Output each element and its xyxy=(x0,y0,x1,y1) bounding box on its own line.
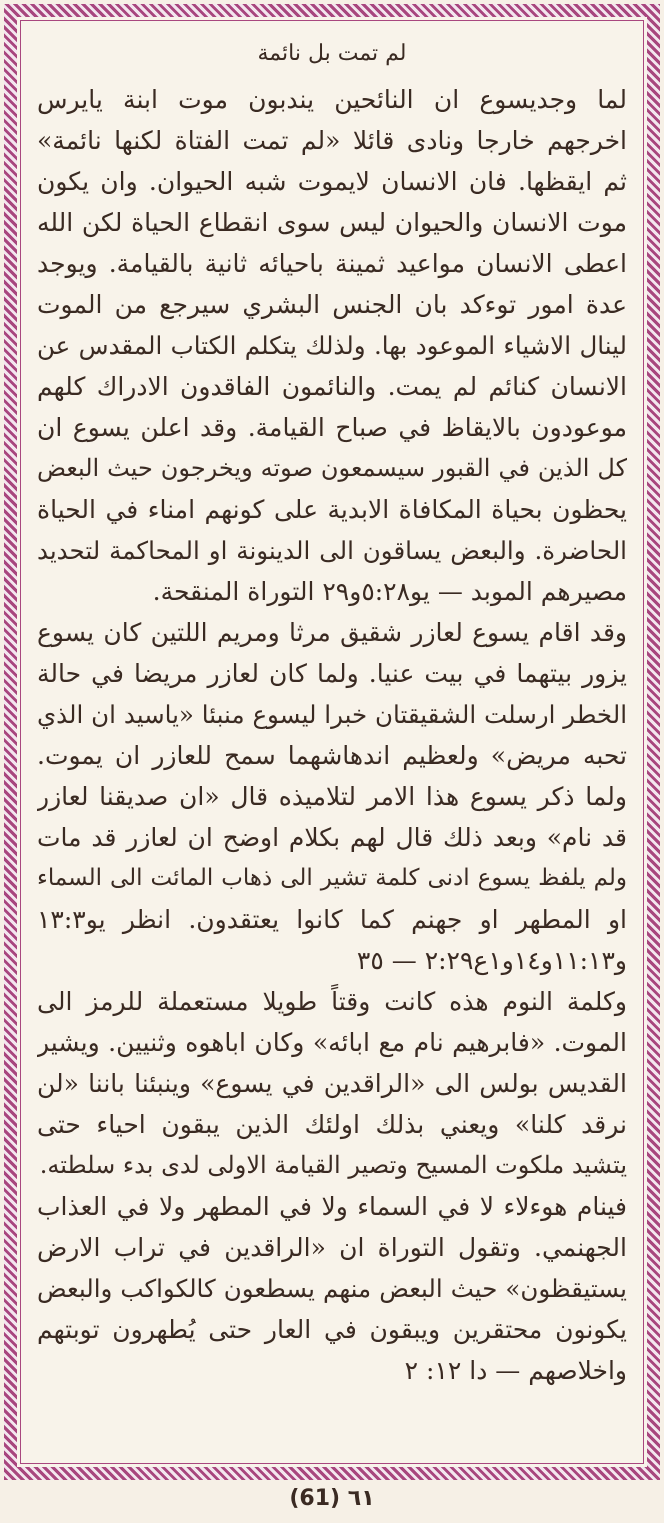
text-line: او المطهر او جهنم كما كانوا يعتقدون. انظر يو١٣:٣ xyxy=(37,905,627,934)
text-line: واخلاصهم — دا ١٢: ٢ xyxy=(404,1356,627,1385)
paragraph xyxy=(37,612,627,981)
text-line: ثم ايقظها. فان الانسان لايموت شبه الحيوان. وان يكون xyxy=(37,167,627,196)
text-line: قد نام» وبعد ذلك قال لهم بكلام اوضح ان لعازر قد مات xyxy=(37,823,627,852)
page-border xyxy=(4,4,660,1480)
text-line: يستيقظون» حيث البعض منهم يسطعون كالكواكب والبعض xyxy=(37,1274,627,1303)
text-line: وكلمة النوم هذه كانت وقتاً طويلا مستعملة للرمز الى xyxy=(37,987,627,1016)
body-text xyxy=(37,79,627,1391)
text-line: الحاضرة. والبعض يساقون الى الدينونة او المحاكمة لتحديد xyxy=(37,536,627,565)
text-line: عدة امور توءكد بان الجنس البشري سيرجع من الموت xyxy=(37,290,627,319)
text-line: يزور بيتهما في بيت عنيا. ولما كان لعازر مريضا في حالة xyxy=(37,659,627,688)
text-line: كل الذين في القبور سيسمعون صوته ويخرجون حيث البعض xyxy=(37,454,627,482)
text-line: الخطر ارسلت الشقيقتان خبرا ليسوع منبئا «ياسيد ان الذي xyxy=(37,700,627,729)
text-line: اعطى الانسان مواعيد ثمينة باحيائه ثانية بالقيامة. ويوجد xyxy=(37,249,627,278)
text-line: مصيرهم الموبد — يو٥:٢٨و٢٩ التوراة المنقحة. xyxy=(152,577,627,606)
paragraph xyxy=(37,79,627,612)
text-line: موعودون بالايقاظ في صباح القيامة. وقد اعلن يسوع ان xyxy=(37,413,627,442)
text-line: تحبه مريض» ولعظيم اندهاشهما سمح للعازر ان يموت. xyxy=(37,741,627,770)
text-line: الجهنمي. وتقول التوراة ان «الراقدين في تراب الارض xyxy=(37,1233,627,1262)
text-line: ولم يلفظ يسوع ادنى كلمة تشير الى ذهاب المائت الى السماء xyxy=(37,865,627,891)
text-line: و١١:١٣و١٤و١ع٢:٢٩ — ٣٥ xyxy=(356,946,627,975)
text-line: نرقد كلنا» ويعني بذلك اولئك الذين يبقون احياء حتى xyxy=(37,1110,627,1139)
text-line: وقد اقام يسوع لعازر شقيق مرثا ومريم اللتين كان يسوع xyxy=(37,618,627,647)
text-line: ولما ذكر يسوع هذا الامر لتلاميذه قال «ان صديقنا لعازر xyxy=(37,782,627,811)
text-line: فينام هوءلاء لا في السماء ولا في المطهر ولا في العذاب xyxy=(37,1192,627,1221)
text-line: يحظون بحياة المكافاة الابدية على كونهم امناء في الحياة xyxy=(37,495,627,524)
page-content xyxy=(37,31,627,1453)
text-line: يكونون محتقرين ويبقون في العار حتى يُطهرون توبتهم xyxy=(37,1315,627,1344)
text-line: الموت. «فابرهيم نام مع ابائه» وكان اباهوه وثنيين. ويشير xyxy=(37,1028,627,1057)
text-line: لما وجديسوع ان النائحين يندبون موت ابنة يايرس xyxy=(37,85,627,114)
text-line: لينال الاشياء الموعود بها. ولذلك يتكلم الكتاب المقدس عن xyxy=(37,331,627,360)
text-line: اخرجهم خارجا ونادى قائلا «لم تمت الفتاة لكنها نائمة» xyxy=(37,126,627,155)
page-title: لم تمت بل نائمة xyxy=(257,41,407,66)
text-line: موت الانسان والحيوان ليس سوى انقطاع الحياة لكن الله xyxy=(37,208,627,237)
text-line: الانسان كنائم لم يمت. والنائمون الفاقدون الادراك كلهم xyxy=(37,372,627,401)
text-line: يتشيد ملكوت المسيح وتصير القيامة الاولى لدى بدء سلطته. xyxy=(39,1151,627,1179)
paragraph xyxy=(37,1186,627,1391)
text-line: القديس بولس الى «الراقدين في يسوع» وينبئنا باننا «لن xyxy=(37,1069,627,1098)
page-number: (61) ٦١ xyxy=(289,1486,375,1511)
paragraph xyxy=(37,981,627,1186)
